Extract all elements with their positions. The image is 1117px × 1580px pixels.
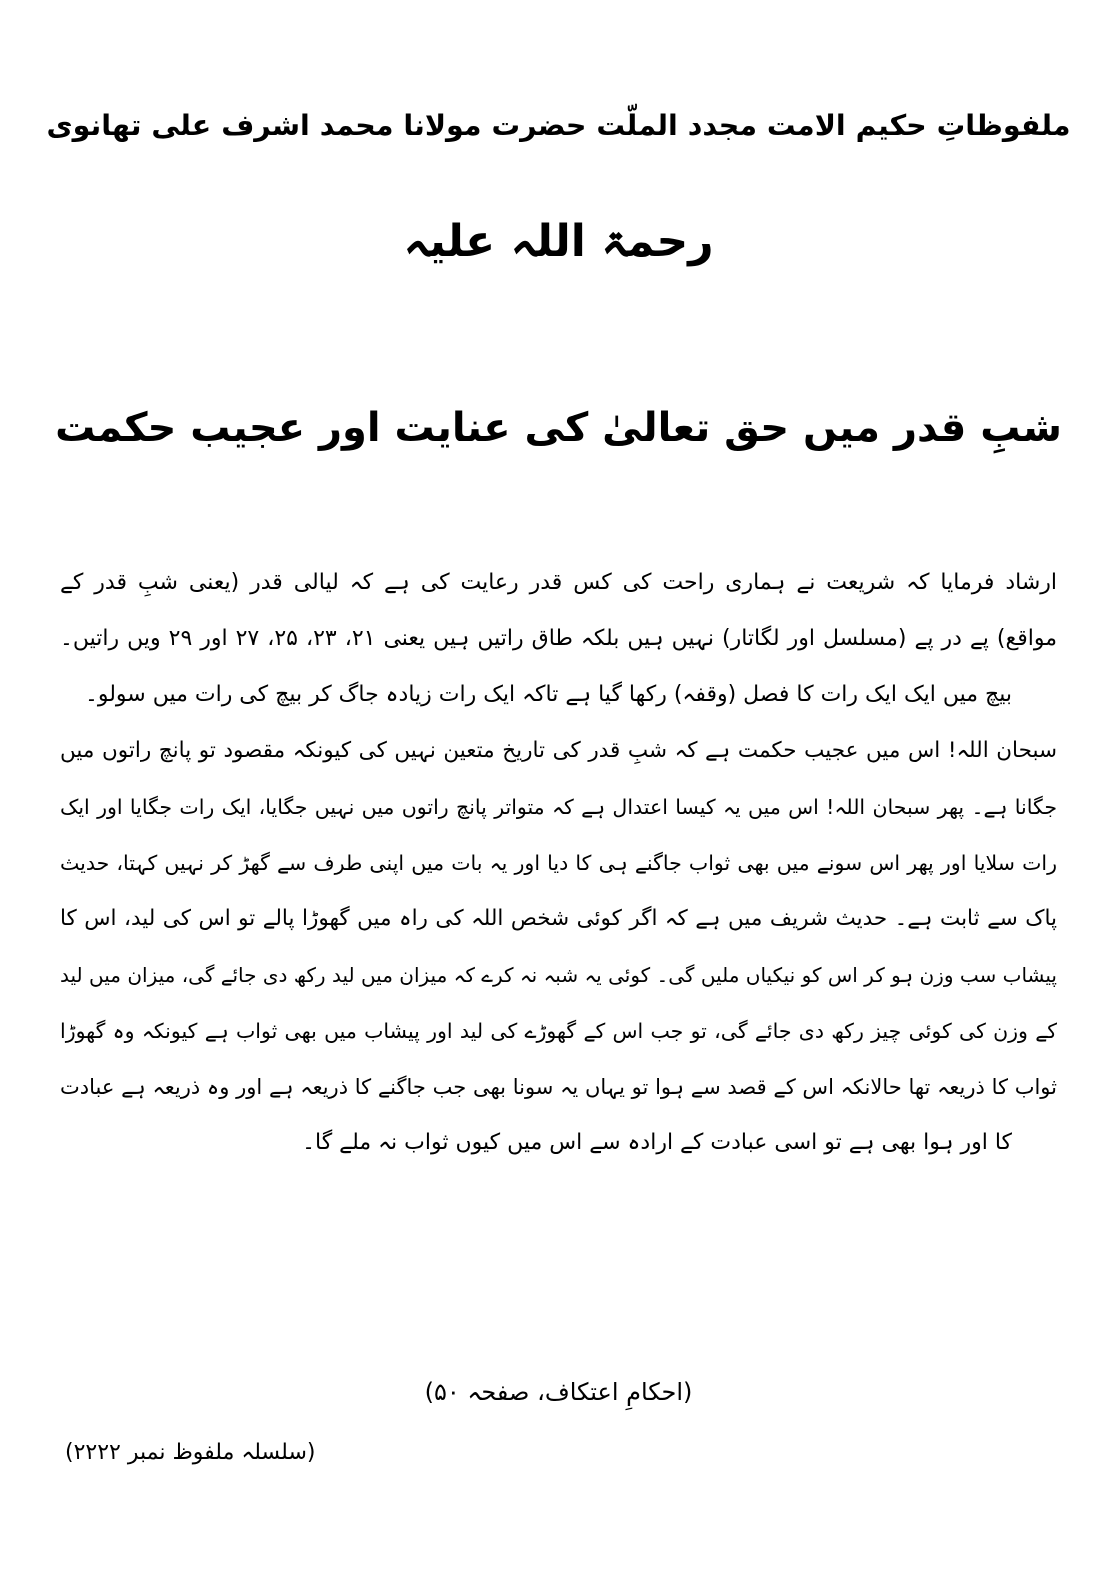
body-line: ثواب کا ذریعہ تھا حالانکہ اس کے قصد سے ہوا تو یہاں یہ سونا بھی جب جاگنے کا ذریعہ ہے اور وہ ذریعہ ہے عبادت bbox=[60, 1075, 1057, 1099]
source-reference: (احکامِ اعتکاف، صفحہ ۵۰) bbox=[424, 1378, 693, 1406]
body-line: جگانا ہے۔ پھر سبحان اللہ! اس میں یہ کیسا اعتدال ہے کہ متواتر پانچ راتوں میں نہیں جگایا، ایک رات جگایا اور ایک bbox=[60, 795, 1057, 819]
body-line: مواقع) پے در پے (مسلسل اور لگاتار) نہیں ہیں بلکہ طاق راتیں ہیں یعنی ۲۱، ۲۳، ۲۵، ۲۷ اور ۲۹ ویں راتیں۔ bbox=[60, 626, 1057, 651]
body-line: رات سلایا اور پھر اس سونے میں بھی ثواب جاگنے ہی کا دیا اور یہ بات میں اپنی طرف سے گھڑ کر نہیں کہتا، حدیث bbox=[60, 851, 1057, 875]
body-line: ارشاد فرمایا کہ شریعت نے ہماری راحت کی کس قدر رعایت کی ہے کہ لیالی قدر (یعنی شبِ قدر کے bbox=[60, 570, 1057, 595]
document-title: ملفوظاتِ حکیم الامت مجدد الملّت حضرت مولانا محمد اشرف علی تھانوی bbox=[46, 109, 1071, 142]
document-title-honorific: رحمۃ اللہ علیہ bbox=[403, 216, 714, 267]
article-heading: شبِ قدر میں حق تعالیٰ کی عنایت اور عجیب حکمت bbox=[55, 405, 1062, 451]
body-line: کے وزن کی کوئی چیز رکھ دی جائے گی، تو جب اس کے گھوڑے کی لید اور پیشاب میں بھی ثواب ہے کیونکہ وہ گھوڑا bbox=[60, 1019, 1057, 1043]
body-line: سبحان اللہ! اس میں عجیب حکمت ہے کہ شبِ قدر کی تاریخ متعین نہیں کی کیونکہ مقصود تو پانچ راتوں میں bbox=[60, 738, 1057, 763]
body-line: بیچ میں ایک ایک رات کا فصل (وقفہ) رکھا گیا ہے تاکہ ایک رات زیادہ جاگ کر بیچ کی رات میں سولو۔ bbox=[84, 682, 1012, 707]
body-line: کا اور ہوا بھی ہے تو اسی عبادت کے ارادہ سے اس میں کیوں ثواب نہ ملے گا۔ bbox=[302, 1130, 1012, 1155]
body-line: پیشاب سب وزن ہو کر اس کو نیکیاں ملیں گی۔ کوئی یہ شبہ نہ کرے کہ میزان میں لید رکھ دی جائے گی، میزان میں لید bbox=[60, 963, 1057, 987]
series-number: (سلسلہ ملفوظ نمبر ۲۲۲۲) bbox=[65, 1440, 316, 1465]
body-line: پاک سے ثابت ہے۔ حدیث شریف میں ہے کہ اگر کوئی شخص اللہ کی راہ میں گھوڑا پالے تو اس کی لید، اس کا bbox=[60, 906, 1057, 931]
article-body bbox=[60, 555, 1057, 1171]
